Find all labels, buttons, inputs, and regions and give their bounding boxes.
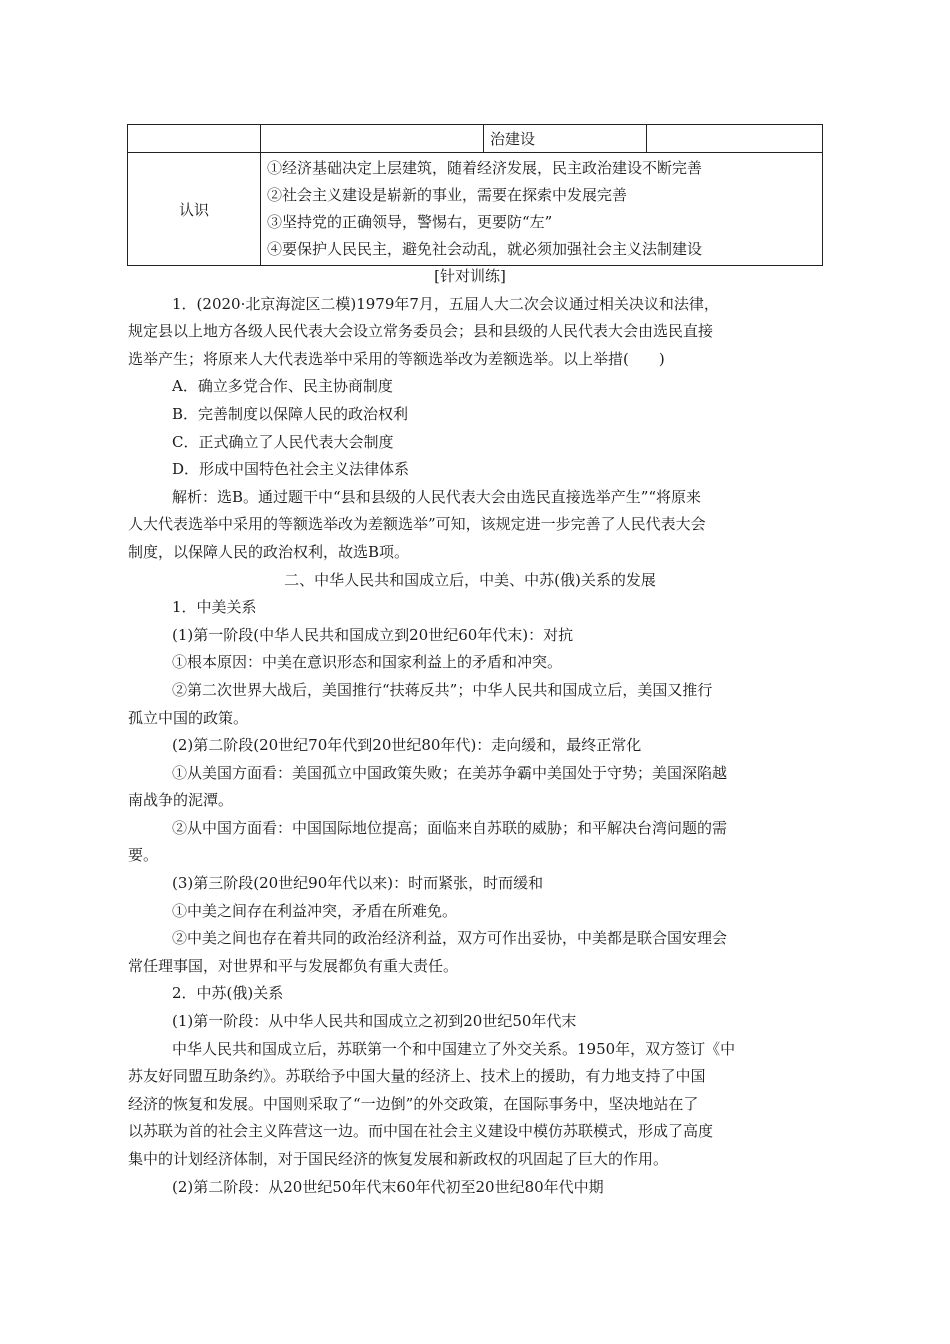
stage-heading: (3)第三阶段(20世纪90年代以来)：时而紧张，时而缓和 (172, 874, 544, 893)
list-item: ②第二次世界大战后，美国推行“扶蒋反共”；中华人民共和国成立后，美国又推行 (172, 680, 713, 699)
analysis-text: 人大代表选举中采用的等额选举改为差额选举”可知，该规定进一步完善了人民代表大会 (128, 515, 706, 534)
table-cell (128, 125, 261, 153)
list-item: ④要保护人民民主，避免社会动乱，就必须加强社会主义法制建设 (267, 240, 703, 258)
section-label: [针对训练] (434, 267, 506, 285)
paragraph-text: 集中的计划经济体制，对于国民经济的恢复发展和新政权的巩固起了巨大的作用。 (128, 1150, 669, 1168)
document-body (128, 263, 812, 1201)
list-item: ①从美国方面看：美国孤立中国政策失败；在美苏争霸中美国处于守势；美国深陷越 (172, 763, 728, 782)
paragraph-text: 以苏联为首的社会主义阵营这一边。而中国在社会主义建设中模仿苏联模式，形成了高度 (128, 1122, 714, 1141)
summary-table (127, 124, 823, 266)
analysis-text: 解析：选B。通过题干中“县和县级的人民代表大会由选民直接选举产生”“将原来 (172, 487, 702, 506)
analysis-text: 制度，以保障人民的政治权利，故选B项。 (128, 542, 410, 561)
list-item: ①中美之间存在利益冲突，矛盾在所难免。 (172, 901, 458, 920)
list-item-continuation: 常任理事国，对世界和平与发展都负有重大责任。 (128, 956, 459, 975)
option-b: B．完善制度以保障人民的政治权利 (172, 404, 409, 423)
stage-heading: (2)第二阶段：从20世纪50年代末60年代初至20世纪80年代中期 (172, 1177, 604, 1196)
list-item: ②中美之间也存在着共同的政治经济利益，双方可作出妥协，中美都是联合国安理会 (172, 929, 728, 948)
table-cell: 治建设 (484, 125, 647, 153)
question-text: 选举产生；将原来人大代表选举中采用的等额选举改为差额选举。以上举措( ) (128, 349, 665, 368)
option-a: A．确立多党合作、民主协商制度 (172, 377, 393, 396)
table-cell (261, 125, 484, 153)
table-cell-content (261, 153, 823, 266)
question-text: 1．(2020·北京海淀区二模)1979年7月，五届人大二次会议通过相关决议和法律， (172, 294, 719, 313)
list-item: ①根本原因：中美在意识形态和国家利益上的矛盾和冲突。 (172, 653, 563, 672)
subsection-title: 1．中美关系 (172, 598, 257, 617)
section-heading: 二、中华人民共和国成立后，中美、中苏(俄)关系的发展 (284, 570, 656, 589)
table-row (128, 153, 823, 266)
table-row-label: 认识 (128, 153, 261, 266)
option-d: D．形成中国特色社会主义法律体系 (172, 460, 410, 479)
option-c: C．正式确立了人民代表大会制度 (172, 432, 394, 451)
list-item: ①经济基础决定上层建筑，随着经济发展，民主政治建设不断完善 (267, 159, 703, 177)
list-item: ②从中国方面看：中国国际地位提高；面临来自苏联的威胁；和平解决台湾问题的需 (172, 818, 728, 837)
table-row (128, 125, 823, 153)
list-item: ②社会主义建设是崭新的事业，需要在探索中发展完善 (267, 186, 628, 204)
paragraph-text: 经济的恢复和发展。中国则采取了“一边倒”的外交政策，在国际事务中，坚决地站在了 (128, 1094, 699, 1113)
list-item-continuation: 要。 (128, 846, 159, 865)
paragraph-text: 中华人民共和国成立后，苏联第一个和中国建立了外交关系。1950年，双方签订《中 (172, 1039, 736, 1058)
list-item-continuation: 南战争的泥潭。 (128, 791, 234, 810)
list-item: ③坚持党的正确领导，警惕右，更要防“左” (267, 213, 553, 231)
stage-heading: (1)第一阶段(中华人民共和国成立到20世纪60年代末)：对抗 (172, 625, 574, 644)
list-item-continuation: 孤立中国的政策。 (128, 708, 249, 727)
paragraph-text: 苏友好同盟互助条约》。苏联给予中国大量的经济上、技术上的援助，有力地支持了中国 (128, 1067, 706, 1086)
question-text: 规定县以上地方各级人民代表大会设立常务委员会；县和县级的人民代表大会由选民直接 (128, 322, 714, 341)
stage-heading: (2)第二阶段(20世纪70年代到20世纪80年代)：走向缓和，最终正常化 (172, 736, 642, 755)
table-cell (647, 125, 823, 153)
subsection-title: 2．中苏(俄)关系 (172, 984, 284, 1003)
stage-heading: (1)第一阶段：从中华人民共和国成立之初到20世纪50年代末 (172, 1012, 577, 1031)
